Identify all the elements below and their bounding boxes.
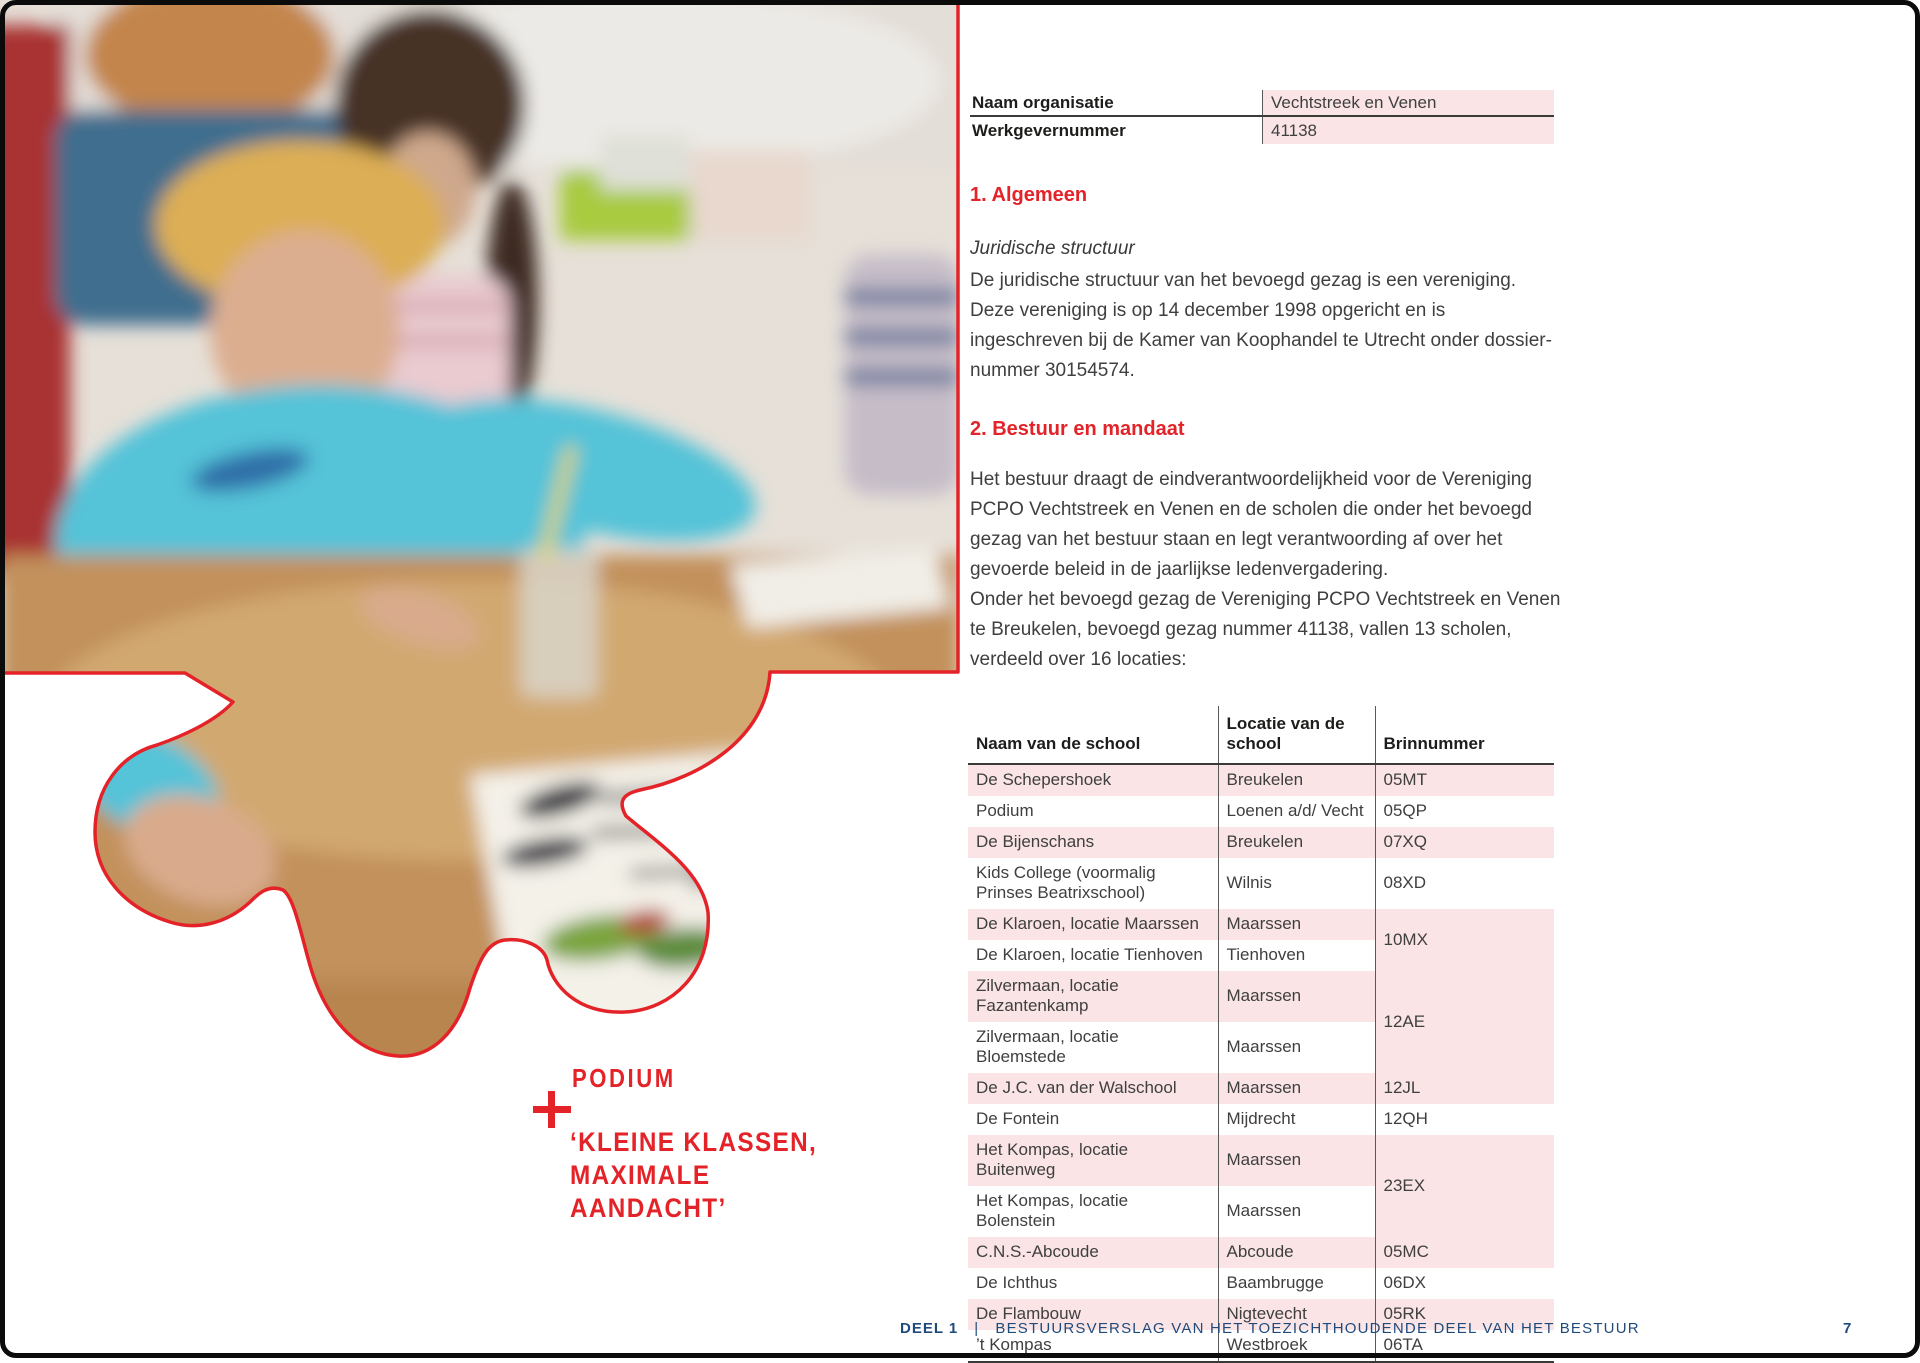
classroom-photo — [0, 0, 960, 1090]
text-line: gevoerde beleid in de jaarlijkse ledenvergadering. — [970, 559, 1389, 580]
text-line: De juridische structuur van het bevoegd gezag is een vereniging. — [970, 270, 1517, 291]
brand-title: PODIUM — [572, 1063, 676, 1093]
school-name-cell: ’t Kompas — [968, 1330, 1218, 1362]
text-line: gezag van het bestuur staan en legt verantwoording af over het — [970, 529, 1503, 550]
table-row — [968, 1073, 1554, 1104]
schools-table — [968, 706, 1554, 1363]
school-name-cell: De Flambouw — [968, 1299, 1218, 1330]
info-value: Vechtstreek en Venen — [1262, 90, 1554, 117]
school-location-cell: Maarssen — [1218, 971, 1375, 1022]
paragraph-bestuur — [970, 465, 1570, 675]
school-location-cell: Maarssen — [1218, 1022, 1375, 1073]
text-line: Het bestuur draagt de eindverantwoordelijkheid voor de Vereniging — [970, 469, 1532, 490]
school-location-cell: Maarssen — [1218, 1073, 1375, 1104]
school-brin-cell: 08XD — [1375, 858, 1554, 909]
school-location-cell: Loenen a/d/ Vecht — [1218, 796, 1375, 827]
column-header-name: Naam van de school — [968, 706, 1218, 764]
school-name-cell: De Klaroen, locatie Maarssen — [968, 909, 1218, 940]
school-location-cell: Westbroek — [1218, 1330, 1375, 1362]
school-name-cell: De Klaroen, locatie Tienhoven — [968, 940, 1218, 971]
school-name-cell: De Ichthus — [968, 1268, 1218, 1299]
school-brin-cell: 05QP — [1375, 796, 1554, 827]
school-location-cell: Wilnis — [1218, 858, 1375, 909]
column-header-brin: Brinnummer — [1375, 706, 1554, 764]
school-brin-cell: 06TA — [1375, 1330, 1554, 1362]
school-brin-cell: 06DX — [1375, 1268, 1554, 1299]
paragraph-juridisch — [970, 266, 1570, 386]
table-row — [968, 971, 1554, 1022]
table-row — [968, 858, 1554, 909]
school-name-cell: Kids College (voormalig Prinses Beatrixschool) — [968, 858, 1218, 909]
school-brin-cell-merged: 23EX — [1375, 1135, 1554, 1237]
text-line: PCPO Vechtstreek en Venen en de scholen die onder het bevoegd — [970, 499, 1532, 520]
plus-icon — [533, 1091, 571, 1128]
table-row — [968, 1268, 1554, 1299]
school-name-cell: De Fontein — [968, 1104, 1218, 1135]
section-heading-2: 2. Bestuur en mandaat — [970, 418, 1185, 440]
subsection-heading: Juridische structuur — [970, 238, 1135, 259]
school-name-cell: De Schepershoek — [968, 764, 1218, 796]
text-line: Deze vereniging is op 14 december 1998 opgericht en is — [970, 300, 1446, 321]
footer — [900, 1320, 1640, 1337]
text-line: nummer 30154574. — [970, 360, 1135, 381]
school-brin-cell: 05MT — [1375, 764, 1554, 796]
school-brin-cell: 05MC — [1375, 1237, 1554, 1268]
footer-title: BESTUURSVERSLAG VAN HET TOEZICHTHOUDENDE DEEL VAN HET BESTUUR — [995, 1320, 1640, 1337]
school-name-cell: Het Kompas, locatie Bolenstein — [968, 1186, 1218, 1237]
quote-line: MAXIMALE — [570, 1160, 711, 1190]
school-brin-cell: 05RK — [1375, 1299, 1554, 1330]
school-name-cell: C.N.S.-Abcoude — [968, 1237, 1218, 1268]
text-line: Onder het bevoegd gezag de Vereniging PCPO Vechtstreek en Venen — [970, 589, 1561, 610]
classroom-photo-illustration — [0, 0, 960, 1090]
school-name-cell: Podium — [968, 796, 1218, 827]
school-location-cell: Breukelen — [1218, 827, 1375, 858]
table-row — [968, 796, 1554, 827]
school-location-cell: Abcoude — [1218, 1237, 1375, 1268]
school-location-cell: Mijdrecht — [1218, 1104, 1375, 1135]
school-name-cell: Het Kompas, locatie Buitenweg — [968, 1135, 1218, 1186]
text-line: verdeeld over 16 locaties: — [970, 649, 1187, 670]
info-value: 41138 — [1262, 117, 1554, 144]
table-row — [968, 1237, 1554, 1268]
school-name-cell: De Bijenschans — [968, 827, 1218, 858]
school-location-cell: Nigtevecht — [1218, 1299, 1375, 1330]
footer-part-label: DEEL 1 — [900, 1320, 959, 1337]
column-header-location: Locatie van de school — [1218, 706, 1375, 764]
school-name-cell: Zilvermaan, locatie Bloemstede — [968, 1022, 1218, 1073]
school-brin-cell: 12JL — [1375, 1073, 1554, 1104]
school-location-cell: Baambrugge — [1218, 1268, 1375, 1299]
school-brin-cell: 07XQ — [1375, 827, 1554, 858]
section-heading-1: 1. Algemeen — [970, 184, 1088, 206]
table-header-row — [968, 706, 1554, 764]
school-location-cell: Maarssen — [1218, 1135, 1375, 1186]
info-label: Werkgevernummer — [972, 120, 1126, 140]
page-number: 7 — [1843, 1320, 1852, 1337]
pull-quote — [570, 1126, 817, 1225]
table-row — [968, 827, 1554, 858]
school-name-cell: Zilvermaan, locatie Fazantenkamp — [968, 971, 1218, 1022]
school-location-cell: Tienhoven — [1218, 940, 1375, 971]
quote-line: AANDACHT’ — [570, 1193, 727, 1223]
info-label: Naam organisatie — [970, 90, 1262, 117]
table-row — [968, 909, 1554, 940]
school-brin-cell-merged: 12AE — [1375, 971, 1554, 1073]
table-row — [968, 764, 1554, 796]
school-location-cell: Breukelen — [1218, 764, 1375, 796]
photo-content — [0, 0, 960, 1090]
text-line: ingeschreven bij de Kamer van Koophandel te Utrecht onder dossier- — [970, 330, 1552, 351]
text-line: te Breukelen, bevoegd gezag nummer 41138, vallen 13 scholen, — [970, 619, 1512, 640]
school-brin-cell-merged: 10MX — [1375, 909, 1554, 971]
table-row — [968, 1135, 1554, 1186]
quote-line: ‘KLEINE KLASSEN, — [570, 1127, 818, 1157]
school-location-cell: Maarssen — [1218, 1186, 1375, 1237]
organisation-info-table — [970, 90, 1554, 144]
school-location-cell: Maarssen — [1218, 909, 1375, 940]
school-brin-cell: 12QH — [1375, 1104, 1554, 1135]
school-name-cell: De J.C. van der Walschool — [968, 1073, 1218, 1104]
footer-separator: | — [974, 1320, 980, 1337]
table-row — [968, 1104, 1554, 1135]
